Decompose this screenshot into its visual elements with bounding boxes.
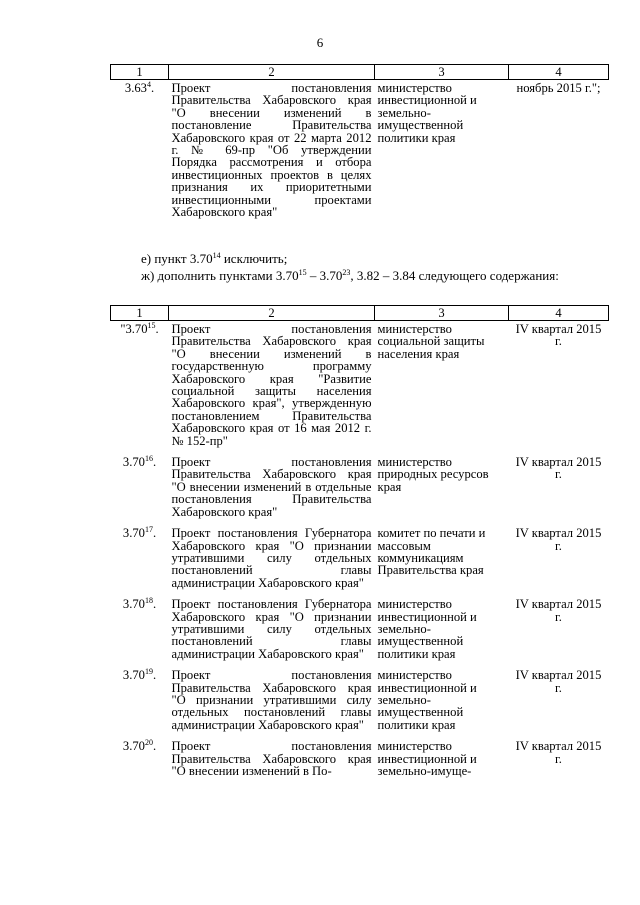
column-header-1: 1 — [111, 306, 169, 321]
table-row — [111, 596, 609, 667]
paragraph-zh-text-1: ж) дополнить пунктами 3.70 — [141, 268, 299, 283]
paragraph-e — [110, 252, 608, 266]
item-name: Проект постановления Правительства Хабаровского края "О внесении изменений в государственную программу Хабаровского края "Развитие социальной защиты населения Хабаровского края", утвержденную постановлением Правительства Хабаровского края от 16 мая 2012 г. № 152-пр" — [171, 322, 372, 448]
table-row — [111, 738, 609, 784]
item-executor: министерство инвестиционной и земельно-имущественной политики края — [377, 81, 477, 145]
item-number-main: 3.63 — [124, 81, 147, 95]
item-number-main: 3.70 — [122, 597, 145, 612]
item-executor: министерство инвестиционной и земельно-имущественной политики края — [377, 668, 477, 732]
paragraph-e-tail: исключить; — [220, 251, 288, 266]
item-number — [111, 80, 169, 226]
item-number-main: 3.70 — [122, 739, 145, 754]
plan-table-2 — [110, 305, 609, 784]
item-term: IV квартал 2015 г. — [515, 597, 602, 624]
item-number-main: 3.70 — [122, 668, 145, 683]
item-number-sup: 4 — [146, 80, 151, 89]
item-term: IV квартал 2015 г. — [515, 668, 602, 695]
item-name: Проект постановления Губернатора Хабаровского края "О признании утратившими силу отдельных постановлений главы администрации Хабаровского края" — [171, 526, 372, 590]
table-row — [111, 525, 609, 596]
item-number-sup: 17 — [144, 525, 153, 535]
column-header-3: 3 — [375, 65, 509, 80]
item-number — [111, 454, 169, 525]
item-term: IV квартал 2015 г. — [515, 526, 602, 553]
item-executor: министерство инвестиционной и земельно-имущественной политики края — [377, 597, 477, 661]
paragraph-zh-sup-1: 15 — [298, 268, 307, 277]
item-name: Проект постановления Правительства Хабаровского края "О внесении изменений в По- — [171, 739, 372, 778]
item-executor: министерство природных ресурсов края — [377, 455, 489, 494]
item-number-suffix: . — [150, 81, 155, 95]
item-number-main: 3.70 — [122, 455, 145, 470]
plan-table-1 — [110, 64, 609, 225]
column-header-2: 2 — [169, 306, 375, 321]
table-row — [111, 454, 609, 525]
item-executor: министерство социальной защиты населения края — [377, 322, 485, 361]
item-number-suffix: . — [152, 526, 157, 541]
item-number-sup: 20 — [144, 738, 153, 748]
item-number-main: "3.70 — [120, 322, 148, 336]
item-term: IV квартал 2015 г. — [515, 322, 602, 349]
item-number-suffix: . — [152, 455, 157, 470]
paragraph-zh-text-3: , 3.82 – 3.84 следующего содержания: — [350, 268, 559, 283]
item-number-suffix: . — [152, 597, 157, 612]
column-header-2: 2 — [169, 65, 375, 80]
item-executor: комитет по печати и массовым коммуникациям Правительства края — [377, 526, 486, 578]
item-number — [111, 738, 169, 784]
item-number — [111, 667, 169, 738]
paragraph-e-sup: 14 — [212, 251, 221, 260]
paragraph-zh — [110, 269, 608, 283]
item-executor: министерство инвестиционной и земельно-имуще- — [377, 739, 477, 778]
item-name: Проект постановления Губернатора Хабаровского края "О признании утратившими силу отдельных постановлений главы администрации Хабаровского края" — [171, 597, 372, 661]
table-header-row — [111, 65, 609, 80]
item-number-sup: 15 — [147, 321, 156, 330]
item-number — [111, 596, 169, 667]
item-number-sup: 19 — [144, 667, 153, 677]
item-term: IV квартал 2015 г. — [515, 455, 602, 482]
table-header-row — [111, 306, 609, 321]
table-row — [111, 80, 609, 226]
item-name: Проект постановления Правительства Хабаровского края "О признании утратившими силу отдельных постановлений главы администрации Хабаровского края" — [171, 668, 372, 732]
column-header-3: 3 — [375, 306, 509, 321]
column-header-4: 4 — [509, 306, 609, 321]
item-number — [111, 321, 169, 455]
item-number — [111, 525, 169, 596]
paragraph-e-text: е) пункт 3.70 — [141, 251, 213, 266]
item-number-sup: 18 — [144, 596, 153, 606]
item-number-suffix: . — [152, 668, 157, 683]
column-header-4: 4 — [509, 65, 609, 80]
column-header-1: 1 — [111, 65, 169, 80]
table-row — [111, 667, 609, 738]
item-number-main: 3.70 — [122, 526, 145, 541]
item-name: Проект постановления Правительства Хабаровского края "О внесении изменений в отдельные постановления Правительства Хабаровского края" — [171, 455, 372, 519]
item-term: IV квартал 2015 г. — [515, 739, 602, 766]
item-name: Проект постановления Правительства Хабаровского края "О внесении изменений в постановление Правительства Хабаровского края от 22 марта 2012 г. № 69-пр "Об утверждении Порядка рассмотрения и отбора инвестиционных проектов в целях признания их приоритетными инвестиционными проектами Хабаровского края" — [171, 81, 372, 220]
item-number-suffix: . — [155, 322, 159, 336]
paragraph-zh-sup-2: 23 — [342, 268, 351, 277]
paragraph-zh-text-2: – 3.70 — [306, 268, 343, 283]
item-number-suffix: . — [152, 739, 157, 754]
item-term: ноябрь 2015 г."; — [516, 81, 601, 95]
table-row — [111, 321, 609, 455]
page-number: 6 — [316, 35, 324, 50]
item-number-sup: 16 — [144, 454, 153, 464]
